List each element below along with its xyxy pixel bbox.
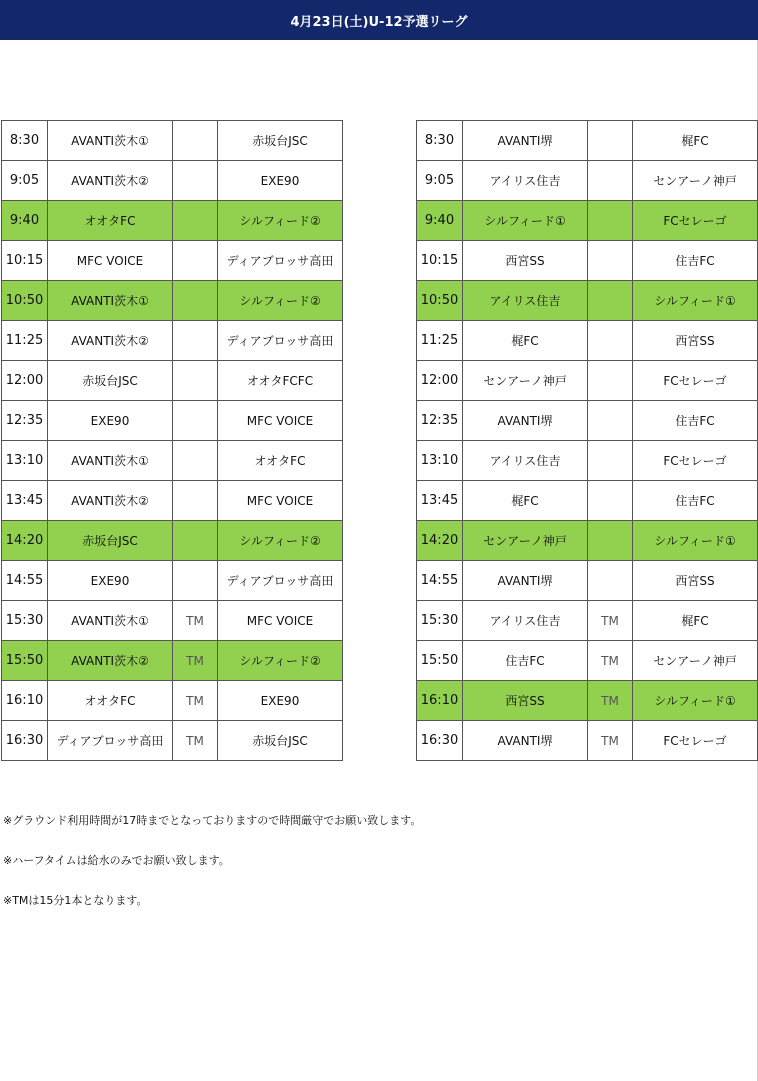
match-row	[417, 121, 758, 161]
home-team: AVANTI茨木②	[48, 161, 173, 201]
match-row	[417, 521, 758, 561]
match-time: 13:10	[2, 441, 48, 481]
away-team: 西宮SS	[633, 561, 758, 601]
match-time: 8:30	[2, 121, 48, 161]
home-team: センアーノ神戸	[463, 361, 588, 401]
away-team: FCセレーゴ	[633, 721, 758, 761]
away-team: MFC VOICE	[218, 601, 343, 641]
away-team: シルフィード②	[218, 201, 343, 241]
match-row	[2, 161, 343, 201]
away-team: 西宮SS	[633, 321, 758, 361]
away-team: 赤坂台JSC	[218, 721, 343, 761]
match-row	[2, 401, 343, 441]
match-time: 9:05	[2, 161, 48, 201]
home-team: 梶FC	[463, 481, 588, 521]
away-team: FCセレーゴ	[633, 441, 758, 481]
match-row	[2, 241, 343, 281]
away-team: EXE90	[218, 681, 343, 721]
home-team: EXE90	[48, 401, 173, 441]
away-team: ディアブロッサ高田	[218, 241, 343, 281]
match-row	[417, 481, 758, 521]
away-team: 住吉FC	[633, 481, 758, 521]
match-time: 16:30	[2, 721, 48, 761]
match-type	[588, 401, 633, 441]
match-type: TM	[588, 681, 633, 721]
match-time: 15:50	[2, 641, 48, 681]
match-row	[417, 441, 758, 481]
home-team: AVANTI茨木②	[48, 641, 173, 681]
match-type	[173, 321, 218, 361]
match-row	[2, 561, 343, 601]
page-title: 4月23日(土)U-12予選リーグ	[0, 0, 758, 40]
match-time: 14:55	[2, 561, 48, 601]
match-row	[2, 481, 343, 521]
home-team: 住吉FC	[463, 641, 588, 681]
notes	[3, 813, 421, 933]
match-time: 15:30	[417, 601, 463, 641]
match-time: 12:00	[417, 361, 463, 401]
match-type	[173, 361, 218, 401]
match-row	[2, 521, 343, 561]
away-team: 住吉FC	[633, 401, 758, 441]
match-type: TM	[588, 601, 633, 641]
home-team: AVANTI茨木②	[48, 481, 173, 521]
match-time: 15:30	[2, 601, 48, 641]
away-team: シルフィード②	[218, 521, 343, 561]
home-team: アイリス住吉	[463, 281, 588, 321]
match-row	[417, 241, 758, 281]
match-row	[417, 601, 758, 641]
match-time: 12:00	[2, 361, 48, 401]
match-time: 13:10	[417, 441, 463, 481]
match-time: 14:20	[2, 521, 48, 561]
match-time: 14:20	[417, 521, 463, 561]
right-schedule-table	[416, 120, 758, 761]
home-team: シルフィード①	[463, 201, 588, 241]
away-team: FCセレーゴ	[633, 361, 758, 401]
match-type	[588, 201, 633, 241]
away-team: ディアブロッサ高田	[218, 321, 343, 361]
away-team: MFC VOICE	[218, 401, 343, 441]
away-team: シルフィード②	[218, 281, 343, 321]
match-type: TM	[173, 641, 218, 681]
match-type	[173, 121, 218, 161]
match-type	[588, 161, 633, 201]
match-row	[2, 441, 343, 481]
match-type	[588, 361, 633, 401]
home-team: AVANTI堺	[463, 561, 588, 601]
match-time: 16:30	[417, 721, 463, 761]
match-row	[417, 401, 758, 441]
match-type	[173, 201, 218, 241]
match-row	[2, 281, 343, 321]
match-time: 16:10	[2, 681, 48, 721]
match-row	[2, 601, 343, 641]
away-team: センアーノ神戸	[633, 161, 758, 201]
match-row	[417, 641, 758, 681]
match-time: 13:45	[2, 481, 48, 521]
match-type	[588, 481, 633, 521]
match-type	[173, 161, 218, 201]
away-team: シルフィード①	[633, 681, 758, 721]
match-row	[417, 721, 758, 761]
match-type	[173, 561, 218, 601]
note-halftime: ※ハーフタイムは給水のみでお願い致します。	[3, 854, 230, 867]
home-team: 赤坂台JSC	[48, 521, 173, 561]
away-team: MFC VOICE	[218, 481, 343, 521]
home-team: 西宮SS	[463, 681, 588, 721]
match-time: 9:40	[417, 201, 463, 241]
home-team: EXE90	[48, 561, 173, 601]
match-row	[2, 641, 343, 681]
home-team: AVANTI茨木①	[48, 121, 173, 161]
match-type	[588, 281, 633, 321]
home-team: AVANTI堺	[463, 121, 588, 161]
match-row	[2, 201, 343, 241]
match-type: TM	[588, 641, 633, 681]
home-team: 梶FC	[463, 321, 588, 361]
match-type: TM	[588, 721, 633, 761]
away-team: EXE90	[218, 161, 343, 201]
match-time: 12:35	[2, 401, 48, 441]
away-team: 梶FC	[633, 121, 758, 161]
match-time: 15:50	[417, 641, 463, 681]
note-tm: ※TMは15分1本となります。	[3, 894, 148, 907]
home-team: センアーノ神戸	[463, 521, 588, 561]
match-row	[417, 681, 758, 721]
home-team: AVANTI茨木①	[48, 601, 173, 641]
match-time: 10:15	[2, 241, 48, 281]
match-time: 8:30	[417, 121, 463, 161]
match-type	[173, 401, 218, 441]
match-row	[417, 201, 758, 241]
away-team: 梶FC	[633, 601, 758, 641]
home-team: 西宮SS	[463, 241, 588, 281]
away-team: シルフィード①	[633, 521, 758, 561]
home-team: アイリス住吉	[463, 441, 588, 481]
away-team: オオタFCFC	[218, 361, 343, 401]
match-time: 10:50	[417, 281, 463, 321]
match-row	[2, 721, 343, 761]
match-row	[417, 161, 758, 201]
match-row	[2, 121, 343, 161]
match-time: 10:50	[2, 281, 48, 321]
match-row	[417, 361, 758, 401]
match-type	[588, 521, 633, 561]
match-row	[417, 281, 758, 321]
home-team: MFC VOICE	[48, 241, 173, 281]
match-type: TM	[173, 681, 218, 721]
note-ground-time: ※グラウンド利用時間が17時までとなっておりますので時間厳守でお願い致します。	[3, 814, 422, 827]
match-row	[417, 321, 758, 361]
home-team: アイリス住吉	[463, 161, 588, 201]
match-time: 12:35	[417, 401, 463, 441]
match-type	[588, 241, 633, 281]
match-type	[173, 441, 218, 481]
home-team: AVANTI茨木①	[48, 441, 173, 481]
home-team: アイリス住吉	[463, 601, 588, 641]
match-time: 10:15	[417, 241, 463, 281]
match-type	[588, 441, 633, 481]
away-team: 赤坂台JSC	[218, 121, 343, 161]
home-team: AVANTI茨木①	[48, 281, 173, 321]
away-team: FCセレーゴ	[633, 201, 758, 241]
match-time: 9:40	[2, 201, 48, 241]
match-type: TM	[173, 601, 218, 641]
match-type	[588, 561, 633, 601]
home-team: AVANTI茨木②	[48, 321, 173, 361]
match-type	[173, 281, 218, 321]
home-team: AVANTI堺	[463, 401, 588, 441]
home-team: ディアブロッサ高田	[48, 721, 173, 761]
home-team: 赤坂台JSC	[48, 361, 173, 401]
home-team: オオタFC	[48, 201, 173, 241]
match-time: 11:25	[2, 321, 48, 361]
match-type	[173, 481, 218, 521]
away-team: シルフィード②	[218, 641, 343, 681]
match-type	[588, 121, 633, 161]
match-row	[2, 321, 343, 361]
away-team: シルフィード①	[633, 281, 758, 321]
match-time: 16:10	[417, 681, 463, 721]
match-type	[173, 241, 218, 281]
match-row	[2, 361, 343, 401]
match-type: TM	[173, 721, 218, 761]
home-team: AVANTI堺	[463, 721, 588, 761]
home-team: オオタFC	[48, 681, 173, 721]
match-time: 14:55	[417, 561, 463, 601]
left-schedule-table	[1, 120, 343, 761]
match-time: 9:05	[417, 161, 463, 201]
away-team: センアーノ神戸	[633, 641, 758, 681]
match-time: 13:45	[417, 481, 463, 521]
away-team: ディアブロッサ高田	[218, 561, 343, 601]
match-type	[173, 521, 218, 561]
away-team: オオタFC	[218, 441, 343, 481]
match-time: 11:25	[417, 321, 463, 361]
away-team: 住吉FC	[633, 241, 758, 281]
match-type	[588, 321, 633, 361]
match-row	[2, 681, 343, 721]
match-row	[417, 561, 758, 601]
